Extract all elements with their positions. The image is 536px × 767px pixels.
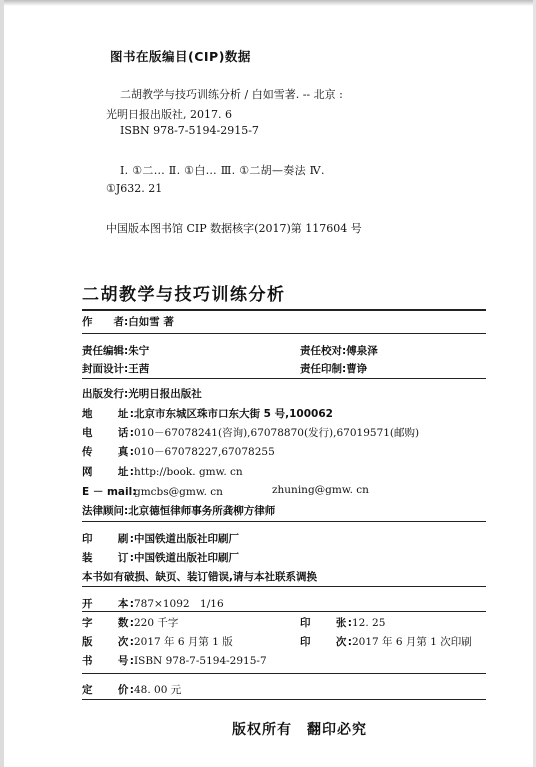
publisher-rule	[82, 521, 486, 522]
publisher-label: 出版发行:	[82, 388, 129, 400]
cip-line-subjects: Ⅰ. ①二… Ⅱ. ①白… Ⅲ. ①二胡—奏法 Ⅳ.	[120, 164, 325, 177]
isbn-value: ISBN 978-7-5194-2915-7	[134, 655, 267, 667]
author-value: 白如雪 著	[128, 316, 174, 328]
edition-value: 2017 年 6 月第 1 版	[134, 636, 233, 648]
isbn-label: 书 号:	[82, 655, 134, 667]
cip-line-isbn: ISBN 978-7-5194-2915-7	[120, 124, 259, 137]
website-value: http://book. gmw. cn	[134, 466, 243, 478]
author-rule	[82, 333, 486, 334]
lawyer-label: 法律顾问:	[82, 505, 129, 517]
email-value-1: gmcbs@gmw. cn	[134, 486, 223, 498]
printer-row	[82, 531, 239, 546]
sheets-row	[300, 615, 385, 630]
cip-verification-number: 中国版本图书馆 CIP 数据核字(2017)第 117604 号	[106, 222, 362, 235]
damage-notice: 本书如有破损、缺页、装订错误,请与本社联系调换	[82, 571, 317, 583]
print-manager-value: 曹诤	[346, 363, 368, 375]
fax-value: 010－67078227,67078255	[134, 446, 275, 458]
format-rule	[82, 611, 486, 612]
sheets-value: 12. 25	[352, 617, 386, 629]
printer-label: 印 刷:	[82, 533, 134, 545]
address-row	[82, 406, 333, 421]
impression-label: 印 次:	[300, 636, 352, 648]
price-value: 48. 00 元	[134, 684, 182, 696]
cip-line-classification: ①J632. 21	[106, 182, 163, 195]
address-value: 北京市东城区珠市口东大街 5 号,100062	[134, 408, 333, 420]
author-row	[82, 314, 174, 329]
binding-label: 装 订:	[82, 552, 134, 564]
format-row	[82, 596, 224, 611]
phone-value: 010－67078241(咨询),67078870(发行),67019571(邮购)	[134, 427, 420, 439]
publisher-value: 光明日报出版社	[128, 388, 202, 400]
address-label: 地 址:	[82, 408, 134, 420]
binding-value: 中国铁道出版社印刷厂	[134, 552, 239, 564]
edition-label: 版 次:	[82, 636, 134, 648]
proofreader-row	[300, 343, 378, 358]
fax-label: 传 真:	[82, 446, 134, 458]
proofreader-label: 责任校对:	[300, 345, 347, 357]
book-title: 二胡教学与技巧训练分析	[82, 285, 286, 305]
cover-design-row	[82, 361, 149, 376]
email-label: E － mail:	[82, 486, 137, 498]
email-value-2: zhuning@gmw. cn	[272, 484, 369, 496]
publisher-row	[82, 386, 202, 401]
copyright-notice: 版权所有 翻印必究	[232, 722, 367, 738]
binding-row	[82, 550, 239, 565]
cip-line-publisher: 光明日报出版社, 2017. 6	[106, 108, 232, 121]
impression-value: 2017 年 6 月第 1 次印刷	[352, 636, 472, 648]
sheets-label: 印 张:	[300, 617, 352, 629]
impression-row	[300, 634, 472, 649]
phone-row	[82, 425, 419, 440]
page-top-shadow	[0, 0, 536, 6]
price-row	[82, 682, 181, 697]
website-label: 网 址:	[82, 466, 134, 478]
printer-value: 中国铁道出版社印刷厂	[134, 533, 239, 545]
price-label: 定 价:	[82, 684, 134, 696]
format-label: 开 本:	[82, 598, 134, 610]
lawyer-value: 北京德恒律师事务所龚柳方律师	[128, 505, 276, 517]
word-count-row	[82, 615, 178, 630]
word-count-value: 220 千字	[134, 617, 179, 629]
email-row	[82, 484, 223, 499]
printer-rule	[82, 586, 486, 587]
print-manager-label: 责任印制:	[300, 363, 347, 375]
cover-design-label: 封面设计:	[82, 363, 129, 375]
editor-row	[82, 343, 149, 358]
credits-rule	[82, 378, 486, 379]
author-label: 作 者:	[82, 316, 129, 328]
cip-header: 图书在版编目(CIP)数据	[110, 49, 251, 64]
title-rule	[82, 309, 486, 311]
price-rule	[82, 699, 486, 700]
format-value: 787×1092 1/16	[134, 598, 224, 610]
phone-label: 电 话:	[82, 427, 134, 439]
cip-line-title: 二胡教学与技巧训练分析 / 白如雪著. -- 北京 :	[120, 88, 343, 101]
specs-rule	[82, 673, 486, 674]
lawyer-row	[82, 503, 275, 518]
website-row	[82, 464, 243, 479]
word-count-label: 字 数:	[82, 617, 134, 629]
print-manager-row	[300, 361, 367, 376]
editor-label: 责任编辑:	[82, 345, 129, 357]
fax-row	[82, 444, 275, 459]
page-left-edge	[0, 0, 4, 767]
email-row-2	[272, 484, 369, 496]
cover-design-value: 王茜	[128, 363, 150, 375]
editor-value: 朱宁	[128, 345, 150, 357]
edition-row	[82, 634, 233, 649]
isbn-row	[82, 653, 267, 668]
proofreader-value: 傅泉泽	[346, 345, 378, 357]
